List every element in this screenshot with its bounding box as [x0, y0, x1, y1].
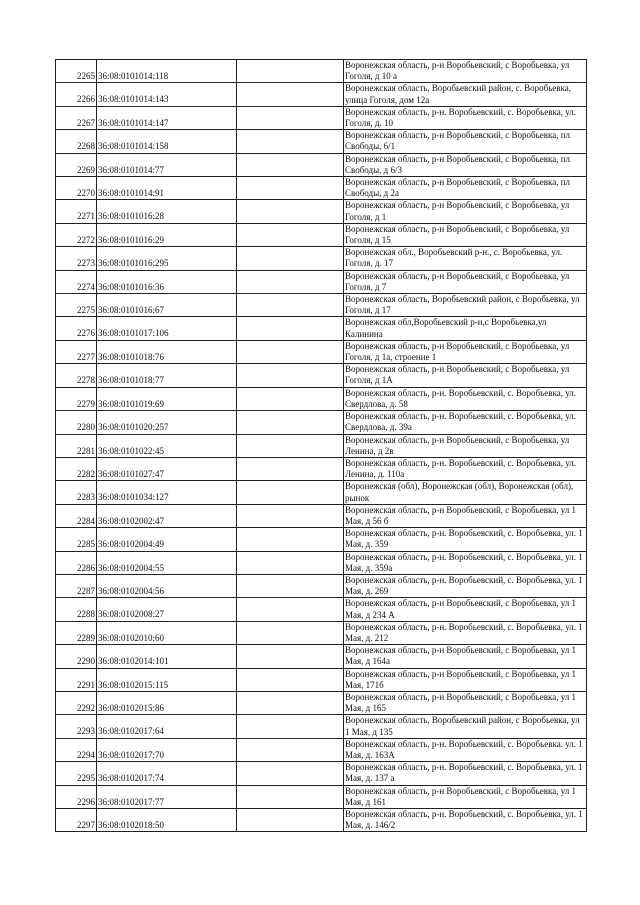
address: Воронежская область, Воробьевский район, с. Воробьевка, улица Гоголя, дом 12а — [344, 83, 587, 106]
row-number: 2290 — [56, 645, 97, 668]
address: Воронежская область, р-н Воробьевский, с Воробьевка, ул Гоголя, д 15 — [344, 223, 587, 246]
address: Воронежская область, р-н Воробьевский, с Воробьевка, ул Ленина, д 2в — [344, 434, 587, 457]
row-number: 2282 — [56, 457, 97, 480]
empty-cell — [237, 668, 344, 691]
empty-cell — [237, 60, 344, 83]
row-number: 2279 — [56, 387, 97, 410]
cadastral-number: 36:08:0102017:77 — [97, 785, 237, 808]
address: Воронежская область, р-н. Воробьевский, с. Воробьевка, ул. 1 Мая, д. 269 — [344, 574, 587, 597]
empty-cell — [237, 809, 344, 832]
address: Воронежская область, р-н Воробьевский, с Воробьевка, ул 1 Мая, д 164а — [344, 645, 587, 668]
row-number: 2284 — [56, 504, 97, 527]
row-number: 2281 — [56, 434, 97, 457]
table-row — [56, 645, 587, 668]
cadastral-number: 36:08:0102014:101 — [97, 645, 237, 668]
empty-cell — [237, 83, 344, 106]
row-number: 2271 — [56, 200, 97, 223]
empty-cell — [237, 481, 344, 504]
address: Воронежская область, р-н. Воробьевский, с. Воробьевка, ул. 1 Мая, д. 146/2 — [344, 809, 587, 832]
address: Воронежская область, Воробьевский район, с Воробьевка, ул Гоголя, д 17 — [344, 294, 587, 317]
cadastral-number: 36:08:0102017:64 — [97, 715, 237, 738]
address: Воронежская область, р-н Воробьевский, с Воробьевка, ул Гоголя, д 7 — [344, 270, 587, 293]
cadastral-number: 36:08:0102017:70 — [97, 738, 237, 761]
table-row — [56, 551, 587, 574]
cadastral-number: 36:08:0101018:76 — [97, 340, 237, 363]
address: Воронежская область, р-н Воробьевский, с Воробьевка, ул 1 Мая, д 234 А — [344, 598, 587, 621]
row-number: 2296 — [56, 785, 97, 808]
row-number: 2270 — [56, 177, 97, 200]
row-number: 2294 — [56, 738, 97, 761]
table-row — [56, 598, 587, 621]
table-row — [56, 200, 587, 223]
address: Воронежская область, р-н Воробьевский, с Воробьевка, ул 1 Мая, д 56 б — [344, 504, 587, 527]
table-row — [56, 457, 587, 480]
empty-cell — [237, 738, 344, 761]
address: Воронежская область, р-н Воробьевский, с Воробьевка, ул Гоголя, д 1А — [344, 364, 587, 387]
row-number: 2274 — [56, 270, 97, 293]
empty-cell — [237, 598, 344, 621]
table-row — [56, 130, 587, 153]
row-number: 2288 — [56, 598, 97, 621]
row-number: 2265 — [56, 60, 97, 83]
table-row — [56, 528, 587, 551]
table-row — [56, 270, 587, 293]
cadastral-number: 36:08:0102004:56 — [97, 574, 237, 597]
address: Воронежская область, р-н Воробьевский, с Воробьевка, ул 1 Мая, д 161 — [344, 785, 587, 808]
empty-cell — [237, 387, 344, 410]
table-row — [56, 809, 587, 832]
row-number: 2285 — [56, 528, 97, 551]
cadastral-number: 36:08:0102002:47 — [97, 504, 237, 527]
table-row — [56, 481, 587, 504]
cadastral-number: 36:08:0101016:29 — [97, 223, 237, 246]
table-row — [56, 294, 587, 317]
address: Воронежская область, р-н. Воробьевский, с. Воробьевка. ул. 1 Мая, д. 163А — [344, 738, 587, 761]
empty-cell — [237, 574, 344, 597]
table-row — [56, 83, 587, 106]
empty-cell — [237, 691, 344, 714]
cadastral-number: 36:08:0101014:147 — [97, 106, 237, 129]
empty-cell — [237, 551, 344, 574]
cadastral-number: 36:08:0102018:50 — [97, 809, 237, 832]
row-number: 2269 — [56, 153, 97, 176]
table-row — [56, 317, 587, 340]
row-number: 2266 — [56, 83, 97, 106]
address: Воронежская область, р-н Воробьевский, с Воробьевка, ул Гоголя, д 10 а — [344, 60, 587, 83]
row-number: 2283 — [56, 481, 97, 504]
address: Воронежская область, р-н. Воробьевский, с. Воробьевка, ул. Гоголя, д. 10 — [344, 106, 587, 129]
row-number: 2272 — [56, 223, 97, 246]
row-number: 2276 — [56, 317, 97, 340]
cadastral-number: 36:08:0101018:77 — [97, 364, 237, 387]
cadastral-number: 36:08:0102004:49 — [97, 528, 237, 551]
address: Воронежская область, р-н Воробьевский, с Воробьевка, ул Гоголя, д 1а, строение 1 — [344, 340, 587, 363]
cadastral-number: 36:08:0101014:158 — [97, 130, 237, 153]
empty-cell — [237, 715, 344, 738]
cadastral-number: 36:08:0101016:295 — [97, 247, 237, 270]
row-number: 2278 — [56, 364, 97, 387]
cadastral-number: 36:08:0101019:69 — [97, 387, 237, 410]
table-row — [56, 364, 587, 387]
empty-cell — [237, 270, 344, 293]
empty-cell — [237, 223, 344, 246]
empty-cell — [237, 247, 344, 270]
table-row — [56, 106, 587, 129]
cadastral-number: 36:08:0101014:118 — [97, 60, 237, 83]
empty-cell — [237, 177, 344, 200]
empty-cell — [237, 340, 344, 363]
row-number: 2292 — [56, 691, 97, 714]
table-row — [56, 785, 587, 808]
row-number: 2286 — [56, 551, 97, 574]
address: Воронежская область, р-н. Воробьевский, с. Воробьевка, ул. Ленина, д. 110а — [344, 457, 587, 480]
cadastral-number: 36:08:0101022:45 — [97, 434, 237, 457]
address: Воронежская область, р-н Воробьевский, с Воробьевка, ул 1 Мая, д 165 — [344, 691, 587, 714]
table-body — [56, 60, 587, 832]
cadastral-number: 36:08:0102010:60 — [97, 621, 237, 644]
empty-cell — [237, 130, 344, 153]
empty-cell — [237, 200, 344, 223]
cadastral-number: 36:08:0101027:47 — [97, 457, 237, 480]
cadastral-number: 36:08:0102015:86 — [97, 691, 237, 714]
table-row — [56, 504, 587, 527]
cadastral-number: 36:08:0101016:36 — [97, 270, 237, 293]
address: Воронежская область, р-н. Воробьевский, с. Воробьевка, ул. Свердлова, д. 58 — [344, 387, 587, 410]
table-row — [56, 715, 587, 738]
row-number: 2267 — [56, 106, 97, 129]
empty-cell — [237, 364, 344, 387]
row-number: 2291 — [56, 668, 97, 691]
address: Воронежская область, р-н. Воробьевский, с. Воробьевка, ул. Свердлова, д. 39а — [344, 411, 587, 434]
cadastral-number: 36:08:0102008:27 — [97, 598, 237, 621]
cadastral-number: 36:08:0101014:143 — [97, 83, 237, 106]
cadastral-number: 36:08:0101034:127 — [97, 481, 237, 504]
table-row — [56, 340, 587, 363]
cadastral-number: 36:08:0101020:257 — [97, 411, 237, 434]
address: Воронежская область, р-н. Воробьевский, с. Воробьевка, ул. 1 Мая, д. 359 — [344, 528, 587, 551]
address: Воронежская область, р-н Воробьевский, с Воробьевка, пл Свободы, д 6/3 — [344, 153, 587, 176]
row-number: 2273 — [56, 247, 97, 270]
table-row — [56, 434, 587, 457]
empty-cell — [237, 106, 344, 129]
row-number: 2275 — [56, 294, 97, 317]
row-number: 2287 — [56, 574, 97, 597]
row-number: 2268 — [56, 130, 97, 153]
row-number: 2277 — [56, 340, 97, 363]
empty-cell — [237, 317, 344, 340]
address: Воронежская обл,Воробьевский р-н,с Воробьевка,ул Калинина — [344, 317, 587, 340]
address: Воронежская область, р-н Воробьевский, с Воробьевка, ул 1 Мая, 171б — [344, 668, 587, 691]
property-register-table — [55, 59, 587, 832]
address: Воронежская область, Воробьевский район, с Воробьевка, ул 1 Мая, д 135 — [344, 715, 587, 738]
empty-cell — [237, 762, 344, 785]
table-row — [56, 247, 587, 270]
empty-cell — [237, 411, 344, 434]
row-number: 2297 — [56, 809, 97, 832]
empty-cell — [237, 434, 344, 457]
table-row — [56, 621, 587, 644]
empty-cell — [237, 621, 344, 644]
empty-cell — [237, 294, 344, 317]
row-number: 2289 — [56, 621, 97, 644]
address: Воронежская (обл), Воронежская (обл), Воронежская (обл), рынок — [344, 481, 587, 504]
table-row — [56, 153, 587, 176]
empty-cell — [237, 457, 344, 480]
table-row — [56, 738, 587, 761]
address: Воронежская область, р-н Воробьевский, с Воробьевка, ул Гоголя, д 1 — [344, 200, 587, 223]
cadastral-number: 36:08:0102015:115 — [97, 668, 237, 691]
table-row — [56, 691, 587, 714]
cadastral-number: 36:08:0101014:77 — [97, 153, 237, 176]
row-number: 2293 — [56, 715, 97, 738]
table-row — [56, 668, 587, 691]
cadastral-number: 36:08:0102017:74 — [97, 762, 237, 785]
cadastral-number: 36:08:0102004:55 — [97, 551, 237, 574]
address: Воронежская область, р-н Воробьевский, с Воробьевка, пл Свободы, 6/1 — [344, 130, 587, 153]
empty-cell — [237, 504, 344, 527]
address: Воронежская область, р-н Воробьевский, с Воробьевка, пл Свободы, д 2а — [344, 177, 587, 200]
empty-cell — [237, 645, 344, 668]
address: Воронежская область, р-н. Воробьевский, с. Воробьевка, ул. 1 Мая, д. 212 — [344, 621, 587, 644]
table-row — [56, 60, 587, 83]
cadastral-number: 36:08:0101016:28 — [97, 200, 237, 223]
table-row — [56, 177, 587, 200]
empty-cell — [237, 785, 344, 808]
row-number: 2295 — [56, 762, 97, 785]
address: Воронежская обл., Воробьевский р-н., с. Воробьевка, ул. Гоголя, д. 17 — [344, 247, 587, 270]
empty-cell — [237, 528, 344, 551]
table-row — [56, 411, 587, 434]
table-row — [56, 762, 587, 785]
address: Воронежская область, р-н. Воробьевский, с. Воробьевка, ул. 1 Мая, д. 359а — [344, 551, 587, 574]
address: Воронежская область, р-н. Воробьевский, с. Воробьевка, ул. 1 Мая, д. 137 а — [344, 762, 587, 785]
table-row — [56, 387, 587, 410]
empty-cell — [237, 153, 344, 176]
table-row — [56, 223, 587, 246]
table-row — [56, 574, 587, 597]
row-number: 2280 — [56, 411, 97, 434]
cadastral-number: 36:08:0101016:67 — [97, 294, 237, 317]
cadastral-number: 36:08:0101014:91 — [97, 177, 237, 200]
cadastral-number: 36:08:0101017:106 — [97, 317, 237, 340]
